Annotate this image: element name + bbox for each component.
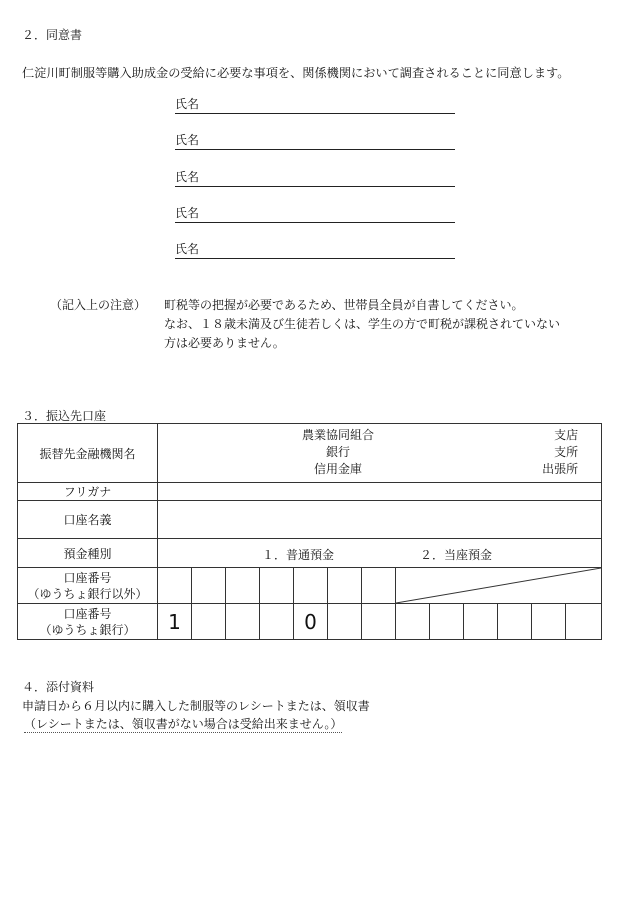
furigana-field[interactable]	[158, 483, 602, 501]
institution-type-nokyo: 農業協同組合	[301, 428, 374, 442]
bank-name-field[interactable]	[158, 424, 602, 483]
digit-box[interactable]	[192, 568, 226, 604]
consent-statement: 仁淀川町制服等購入助成金の受給に必要な事項を、関係機関において調査されることに同意します。	[22, 66, 570, 80]
yucho-digit[interactable]: 0	[294, 604, 328, 640]
digit-box[interactable]	[294, 568, 328, 604]
notes-line-2: なお、１８歳未満及び生徒若しくは、学生の方で町税が課税されていない	[164, 317, 561, 331]
yucho-digit[interactable]	[430, 604, 464, 640]
digit-box[interactable]	[158, 568, 192, 604]
name-label: 氏名	[175, 170, 200, 184]
consent-heading: ２．同意書	[22, 28, 83, 42]
institution-types	[288, 427, 388, 478]
strike-line	[396, 568, 601, 603]
branch-type-shutchojo: 出張所	[542, 462, 579, 476]
unused-digit-area	[396, 568, 602, 604]
yucho-digit[interactable]	[498, 604, 532, 640]
account-number-other-label	[18, 568, 158, 604]
notes-label: （記入上の注意）	[50, 298, 147, 312]
attachments-line-1: 申請日から６月以内に購入した制服等のレシートまたは、領収書	[22, 699, 370, 713]
deposit-type-label: 預金種別	[18, 539, 158, 568]
name-label: 氏名	[175, 97, 200, 111]
account-number-label: 口座番号	[63, 606, 112, 621]
yucho-digit[interactable]	[226, 604, 260, 640]
institution-type-bank: 銀行	[325, 445, 350, 459]
branch-types	[542, 427, 578, 478]
account-number-yucho-label	[18, 604, 158, 640]
name-label: 氏名	[175, 206, 200, 220]
yucho-digit[interactable]	[532, 604, 566, 640]
notes-line-3: 方は必要ありません。	[164, 336, 285, 350]
yucho-digit[interactable]	[464, 604, 498, 640]
yucho-digit[interactable]	[566, 604, 602, 640]
account-heading: ３．振込先口座	[22, 409, 107, 423]
digit-box[interactable]	[260, 568, 294, 604]
yucho-digit[interactable]: 1	[158, 604, 192, 640]
yucho-digit[interactable]	[260, 604, 294, 640]
account-table	[17, 423, 602, 640]
deposit-type-ordinary[interactable]: １．普通預金	[262, 548, 335, 562]
account-number-yucho-sub: （ゆうちょ銀行）	[39, 622, 136, 637]
name-field-2[interactable]	[175, 133, 455, 150]
digit-box[interactable]	[362, 568, 396, 604]
attachments-line-2	[24, 715, 342, 732]
bank-label: 振替先金融機関名	[18, 424, 158, 483]
yucho-digit[interactable]	[362, 604, 396, 640]
name-label: 氏名	[175, 242, 200, 256]
digit-box[interactable]	[226, 568, 260, 604]
yucho-digit[interactable]	[328, 604, 362, 640]
furigana-label: フリガナ	[18, 483, 158, 501]
name-field-1[interactable]	[175, 97, 455, 114]
name-field-5[interactable]	[175, 242, 455, 259]
deposit-type-current[interactable]: ２．当座預金	[420, 548, 493, 562]
notes-line-1: 町税等の把握が必要であるため、世帯員全員が自書してください。	[164, 298, 524, 312]
attachments-heading: ４．添付資料	[22, 680, 95, 694]
branch-type-shisho: 支所	[554, 445, 579, 459]
deposit-type-field[interactable]	[158, 539, 602, 568]
account-number-other-sub: （ゆうちょ銀行以外）	[27, 586, 148, 601]
holder-field[interactable]	[158, 501, 602, 539]
institution-type-shinkin: 信用金庫	[313, 462, 362, 476]
branch-type-shiten: 支店	[554, 428, 579, 442]
account-number-label: 口座番号	[63, 570, 112, 585]
holder-label: 口座名義	[18, 501, 158, 539]
name-field-4[interactable]	[175, 206, 455, 223]
attachments-warning: （レシートまたは、領収書がない場合は受給出来ません。）	[24, 717, 343, 731]
name-field-3[interactable]	[175, 170, 455, 187]
name-label: 氏名	[175, 133, 200, 147]
digit-box[interactable]	[328, 568, 362, 604]
yucho-digit[interactable]	[396, 604, 430, 640]
yucho-digit[interactable]	[192, 604, 226, 640]
